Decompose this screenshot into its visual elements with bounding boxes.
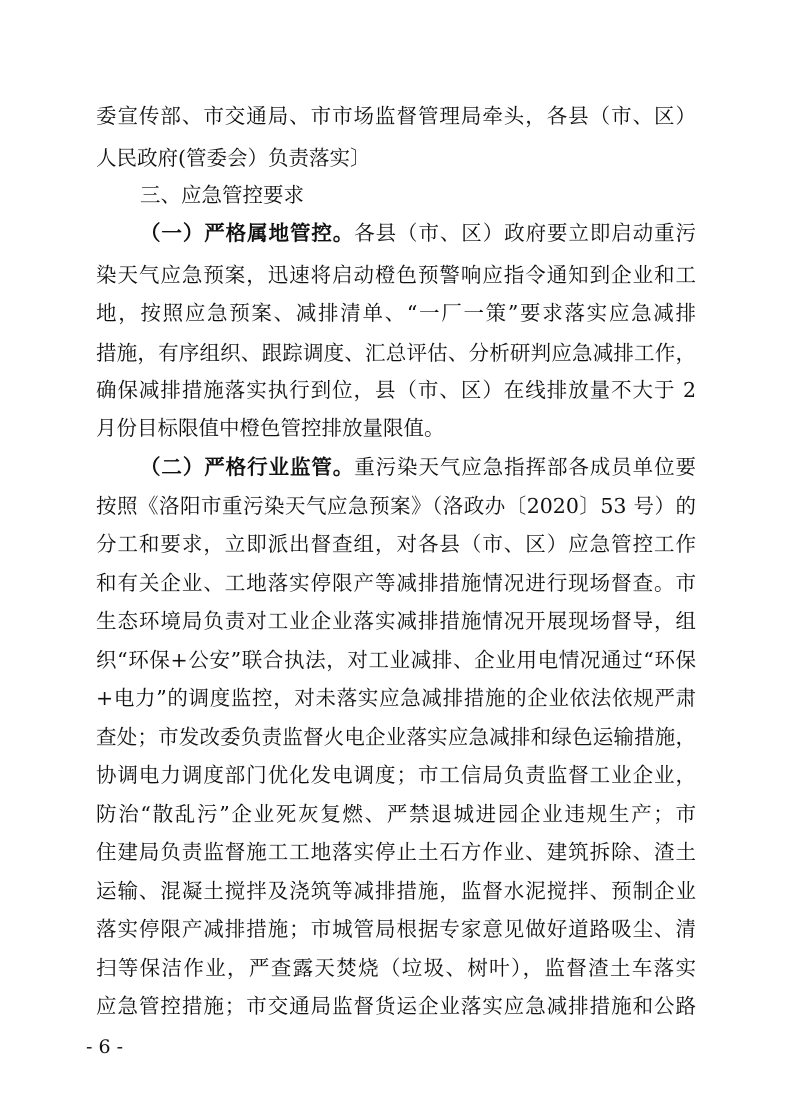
page-number: - 6 - [86,1036,124,1058]
item2-line: 分工和要求，立即派出督查组，对各县（市、区）应急管控工作 [96,532,696,556]
item1-line: 月份目标限值中橙色管控排放量限值。 [96,416,445,440]
item2-line: 生态环境局负责对工业企业落实减排措施情况开展现场督导，组 [96,609,696,633]
item2-line: 查处；市发改委负责监督火电企业落实应急减排和绿色运输措施， [96,725,696,749]
section-heading: 三、应急管控要求 [140,183,304,207]
continuation-line-2: 人民政府(管委会）负责落实〕 [96,146,371,170]
item1-label: （一）严格属地管控。 [140,221,355,245]
item2-first-line [140,448,696,486]
continuation-line-1: 委宣传部、市交通局、市市场监督管理局牵头，各县（市、区） [96,104,696,128]
item1-line: 染天气应急预案，迅速将启动橙色预警响应指令通知到企业和工 [96,263,696,287]
item2-line: 按照《洛阳市重污染天气应急预案》（洛政办〔2020〕53 号）的 [96,494,696,518]
item2-line: 运输、混凝土搅拌及浇筑等减排措施，监督水泥搅拌、预制企业 [96,879,696,903]
item1-line: 地，按照应急预案、减排清单、“一厂一策”要求落实应急减排 [96,301,696,325]
item2-line: 防治“散乱污”企业死灰复燃、严禁退城进园企业违规生产；市 [96,802,696,826]
item2-line: 住建局负责监督施工工地落实停止土石方作业、建筑拆除、渣土 [96,840,696,864]
item2-line: 协调电力调度部门优化发电调度；市工信局负责监督工业企业， [96,763,696,787]
item2-line: 扫等保洁作业，严查露天焚烧（垃圾、树叶），监督渣土车落实 [96,956,696,980]
item2-first-line-text: 重污染天气应急指挥部各成员单位要 [354,455,697,479]
item2-line: +电力”的调度监控，对未落实应急减排措施的企业依法依规严肃 [96,686,696,710]
item1-line: 确保减排措施落实执行到位，县（市、区）在线排放量不大于 2 [96,378,696,402]
item1-line: 措施，有序组织、跟踪调度、汇总评估、分析研判应急减排工作， [96,341,696,365]
item2-line: 落实停限产减排措施；市城管局根据专家意见做好道路吸尘、清 [96,917,696,941]
item1-first-line [140,214,696,252]
item2-line: 和有关企业、工地落实停限产等减排措施情况进行现场督查。市 [96,571,696,595]
item2-label: （二）严格行业监管。 [140,455,355,479]
item1-first-line-text: 各县（市、区）政府要立即启动重污 [354,221,697,245]
item2-line: 织“环保+公安”联合执法，对工业减排、企业用电情况通过“环保 [96,648,696,672]
item2-line: 应急管控措施；市交通局监督货运企业落实应急减排措施和公路 [96,994,696,1018]
